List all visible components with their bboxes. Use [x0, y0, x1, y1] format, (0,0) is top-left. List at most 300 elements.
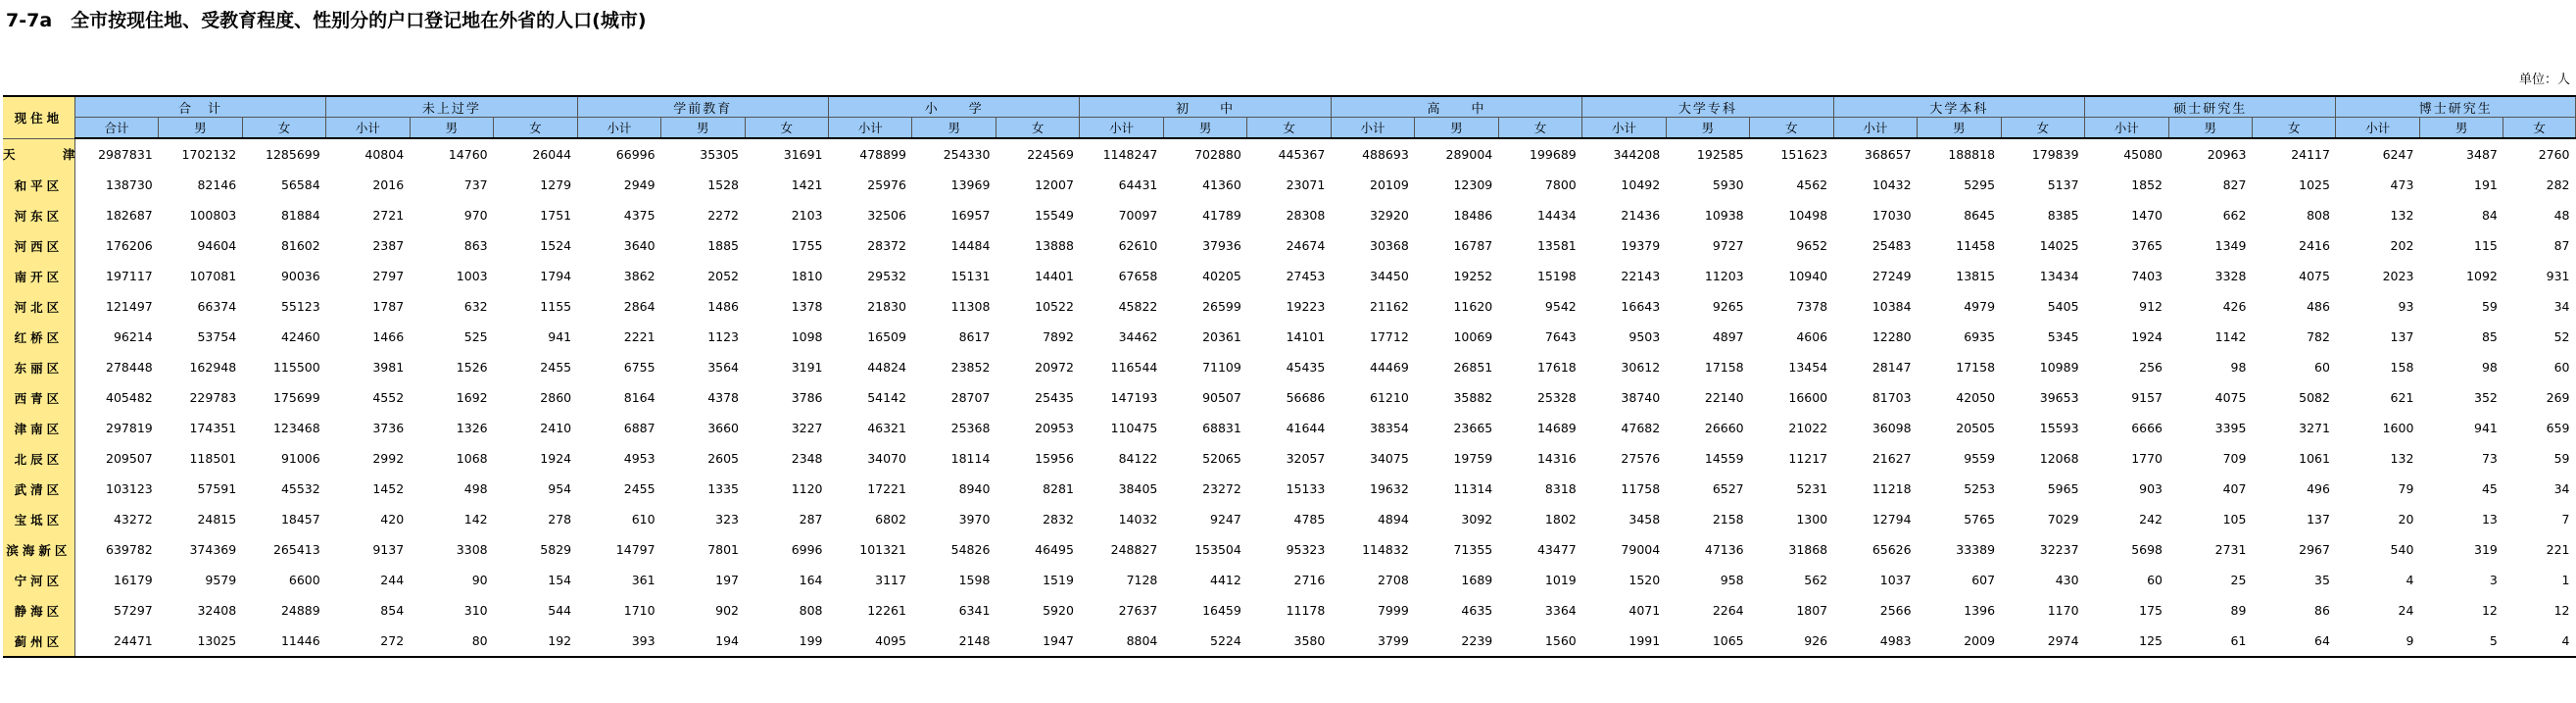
- table-cell: 544: [548, 603, 572, 618]
- table-cell: 344208: [1613, 147, 1661, 162]
- table-cell: 2731: [2214, 542, 2247, 557]
- region-name: 北辰区: [3, 443, 74, 474]
- table-cell: 110475: [1110, 421, 1158, 435]
- region-name: 津南区: [3, 413, 74, 443]
- table-cell: 94604: [197, 238, 237, 253]
- table-cell: 34070: [867, 451, 906, 466]
- table-cell: 7: [2561, 512, 2570, 527]
- table-cell: 2860: [540, 390, 572, 405]
- table-cell: 659: [2546, 421, 2570, 435]
- data-table: [3, 95, 2576, 658]
- table-cell: 11446: [242, 626, 326, 657]
- sub-header: 女: [2252, 118, 2336, 139]
- table-cell: 14484: [950, 238, 991, 253]
- table-cell: 1692: [456, 390, 488, 405]
- table-cell: 970: [463, 208, 488, 223]
- table-cell: 8617: [958, 329, 991, 344]
- table-cell: 2103: [791, 208, 823, 223]
- table-cell: 931: [2546, 269, 2570, 283]
- table-row: [3, 474, 2576, 504]
- table-cell: 941: [2474, 421, 2498, 435]
- table-cell: 62610: [1118, 238, 1158, 253]
- table-row: [3, 322, 2576, 352]
- sub-header: 小计: [1331, 118, 1414, 139]
- table-cell: 96214: [113, 329, 153, 344]
- table-cell: 1470: [2131, 208, 2163, 223]
- table-cell: 47682: [1621, 421, 1661, 435]
- group-header: 学前教育: [577, 96, 828, 118]
- table-cell: 9727: [1712, 238, 1744, 253]
- table-cell: 18114: [950, 451, 991, 466]
- table-cell: 6600: [288, 573, 320, 587]
- table-cell: 4: [2503, 626, 2576, 657]
- table-cell: 7800: [1544, 177, 1577, 192]
- table-cell: 14559: [1704, 451, 1744, 466]
- table-cell: 16179: [113, 573, 153, 587]
- table-cell: 25976: [867, 177, 906, 192]
- table-cell: 125: [2085, 626, 2168, 657]
- table-cell: 68831: [1202, 421, 1241, 435]
- sub-header: 女: [2001, 118, 2085, 139]
- table-row: [3, 200, 2576, 230]
- table-cell: 191: [2474, 177, 2498, 192]
- table-cell: 57297: [113, 603, 153, 618]
- table-cell: 1335: [707, 481, 740, 496]
- table-cell: 19252: [1453, 269, 1493, 283]
- table-cell: 31868: [1788, 542, 1828, 557]
- table-cell: 1: [2561, 573, 2570, 587]
- table-cell: 45080: [2123, 147, 2163, 162]
- table-cell: 82146: [197, 177, 237, 192]
- table-cell: 1528: [707, 177, 740, 192]
- table-cell: 52: [2553, 329, 2570, 344]
- sub-header: 女: [494, 118, 578, 139]
- table-cell: 11758: [1621, 481, 1661, 496]
- table-cell: 287: [799, 512, 823, 527]
- table-cell: 98: [2481, 360, 2498, 375]
- page-title: 7-7a 全市按现住地、受教育程度、性别分的户口登记地在外省的人口(城市): [6, 10, 647, 31]
- table-cell: 162948: [189, 360, 237, 375]
- table-cell: 24117: [2291, 147, 2330, 162]
- table-cell: 137: [2307, 512, 2330, 527]
- table-cell: 702880: [1194, 147, 1241, 162]
- table-cell: 420: [380, 512, 405, 527]
- table-cell: 1155: [540, 299, 572, 314]
- region-name: 天 津: [3, 138, 74, 170]
- table-cell: 1019: [1544, 573, 1577, 587]
- table-cell: 197117: [106, 269, 153, 283]
- table-cell: 10498: [1788, 208, 1828, 223]
- table-cell: 242: [2139, 512, 2163, 527]
- table-cell: 35: [2314, 573, 2330, 587]
- table-cell: 9559: [1964, 451, 1996, 466]
- table-cell: 1526: [456, 360, 488, 375]
- table-cell: 70097: [1118, 208, 1158, 223]
- table-cell: 98: [2230, 360, 2247, 375]
- table-cell: 32506: [867, 208, 906, 223]
- sub-header: 女: [2503, 118, 2576, 139]
- table-cell: 44469: [1370, 360, 1409, 375]
- table-cell: 2708: [1377, 573, 1409, 587]
- table-cell: 55123: [280, 299, 320, 314]
- table-cell: 827: [2222, 177, 2247, 192]
- table-cell: 282: [2546, 177, 2570, 192]
- table-cell: 473: [2390, 177, 2414, 192]
- table-cell: 42460: [280, 329, 320, 344]
- table-cell: 7403: [2131, 269, 2163, 283]
- table-cell: 224569: [1027, 147, 1074, 162]
- table-cell: 34: [2553, 481, 2570, 496]
- table-cell: 100803: [189, 208, 237, 223]
- table-cell: 11218: [1871, 481, 1912, 496]
- region-name: 东丽区: [3, 352, 74, 382]
- table-cell: 6802: [875, 512, 906, 527]
- table-cell: 1885: [707, 238, 740, 253]
- table-cell: 40804: [365, 147, 405, 162]
- table-cell: 498: [463, 481, 488, 496]
- table-cell: 4378: [707, 390, 740, 405]
- table-cell: 16459: [1202, 603, 1241, 618]
- table-cell: 1349: [2214, 238, 2247, 253]
- table-cell: 1065: [1666, 626, 1749, 657]
- table-cell: 7029: [2047, 512, 2079, 527]
- table-cell: 2967: [2299, 542, 2330, 557]
- table-cell: 1378: [791, 299, 823, 314]
- table-cell: 23071: [1286, 177, 1326, 192]
- table-cell: 1466: [372, 329, 405, 344]
- table-cell: 2148: [912, 626, 996, 657]
- table-cell: 17712: [1370, 329, 1409, 344]
- table-cell: 44824: [867, 360, 906, 375]
- table-cell: 244: [380, 573, 405, 587]
- table-cell: 61: [2168, 626, 2252, 657]
- table-cell: 926: [1750, 626, 1834, 657]
- group-header: 高 中: [1331, 96, 1581, 118]
- table-cell: 15133: [1286, 481, 1326, 496]
- table-cell: 3799: [1331, 626, 1414, 657]
- table-cell: 53754: [197, 329, 237, 344]
- table-cell: 16787: [1453, 238, 1493, 253]
- region-name: 宝坻区: [3, 504, 74, 534]
- table-cell: 10432: [1871, 177, 1912, 192]
- table-cell: 352: [2474, 390, 2498, 405]
- table-cell: 2410: [540, 421, 572, 435]
- table-cell: 4562: [1796, 177, 1828, 192]
- table-cell: 1170: [2047, 603, 2079, 618]
- table-cell: 9137: [372, 542, 405, 557]
- region-name: 河西区: [3, 230, 74, 261]
- table-row: [3, 504, 2576, 534]
- table-cell: 23272: [1202, 481, 1241, 496]
- table-cell: 610: [631, 512, 656, 527]
- table-cell: 2264: [1712, 603, 1744, 618]
- table-cell: 175699: [272, 390, 320, 405]
- table-cell: 1802: [1544, 512, 1577, 527]
- table-cell: 9542: [1544, 299, 1577, 314]
- table-cell: 10069: [1453, 329, 1493, 344]
- table-cell: 71109: [1202, 360, 1241, 375]
- table-cell: 2797: [372, 269, 405, 283]
- table-cell: 323: [715, 512, 740, 527]
- table-cell: 17158: [1704, 360, 1744, 375]
- table-cell: 42050: [1956, 390, 1996, 405]
- sub-header: 女: [1498, 118, 1582, 139]
- table-cell: 41360: [1202, 177, 1241, 192]
- sub-header: 合计: [74, 118, 158, 139]
- table-cell: 28372: [867, 238, 906, 253]
- table-row: [3, 291, 2576, 322]
- table-cell: 10522: [1035, 299, 1074, 314]
- table-cell: 64: [2252, 626, 2336, 657]
- table-cell: 5: [2419, 626, 2503, 657]
- table-cell: 31691: [783, 147, 823, 162]
- table-cell: 26599: [1202, 299, 1241, 314]
- table-cell: 7892: [1043, 329, 1074, 344]
- table-cell: 1120: [791, 481, 823, 496]
- table-cell: 47136: [1704, 542, 1744, 557]
- table-cell: 45: [2481, 481, 2498, 496]
- table-cell: 38405: [1118, 481, 1158, 496]
- table-cell: 9: [2336, 626, 2419, 657]
- region-name: 蓟州区: [3, 626, 74, 657]
- table-cell: 1770: [2131, 451, 2163, 466]
- table-cell: 153504: [1194, 542, 1241, 557]
- table-cell: 39653: [2039, 390, 2079, 405]
- table-cell: 310: [463, 603, 488, 618]
- table-cell: 2221: [623, 329, 656, 344]
- table-cell: 16509: [867, 329, 906, 344]
- table-cell: 3660: [707, 421, 740, 435]
- table-cell: 248827: [1110, 542, 1158, 557]
- table-cell: 4897: [1712, 329, 1744, 344]
- table-cell: 71355: [1453, 542, 1493, 557]
- table-cell: 11308: [950, 299, 991, 314]
- table-cell: 2052: [707, 269, 740, 283]
- table-cell: 2239: [1415, 626, 1498, 657]
- table-row: [3, 626, 2576, 657]
- table-cell: 16643: [1621, 299, 1661, 314]
- table-cell: 87: [2553, 238, 2570, 253]
- table-cell: 34450: [1370, 269, 1409, 283]
- table-cell: 182687: [106, 208, 153, 223]
- table-cell: 297819: [106, 421, 153, 435]
- table-cell: 7999: [1377, 603, 1409, 618]
- table-cell: 607: [1971, 573, 1996, 587]
- table-cell: 278: [548, 512, 572, 527]
- table-cell: 16600: [1788, 390, 1828, 405]
- table-cell: 60: [2147, 573, 2163, 587]
- table-cell: 3487: [2466, 147, 2498, 162]
- table-cell: 11178: [1286, 603, 1326, 618]
- table-cell: 91006: [280, 451, 320, 466]
- table-row: [3, 352, 2576, 382]
- table-row: [3, 261, 2576, 291]
- table-cell: 269: [2546, 390, 2570, 405]
- table-cell: 1924: [2131, 329, 2163, 344]
- table-cell: 1003: [456, 269, 488, 283]
- table-cell: 14032: [1118, 512, 1158, 527]
- table-cell: 6755: [623, 360, 656, 375]
- table-cell: 197: [715, 573, 740, 587]
- table-cell: 2605: [707, 451, 740, 466]
- table-cell: 81602: [280, 238, 320, 253]
- table-cell: 24: [2398, 603, 2414, 618]
- table-cell: 174351: [189, 421, 237, 435]
- table-cell: 32408: [197, 603, 237, 618]
- table-cell: 1751: [540, 208, 572, 223]
- table-cell: 4412: [1210, 573, 1241, 587]
- table-cell: 1807: [1796, 603, 1828, 618]
- table-cell: 138730: [106, 177, 153, 192]
- table-row: [3, 382, 2576, 413]
- table-cell: 25483: [1871, 238, 1912, 253]
- table-cell: 12309: [1453, 177, 1493, 192]
- table-cell: 79: [2398, 481, 2414, 496]
- table-cell: 3308: [456, 542, 488, 557]
- table-cell: 23665: [1453, 421, 1493, 435]
- table-cell: 361: [631, 573, 656, 587]
- table-cell: 1285699: [266, 147, 320, 162]
- table-cell: 35882: [1453, 390, 1493, 405]
- region-name: 西青区: [3, 382, 74, 413]
- table-cell: 103123: [106, 481, 153, 496]
- table-cell: 37936: [1202, 238, 1241, 253]
- table-cell: 9652: [1796, 238, 1828, 253]
- table-cell: 21436: [1621, 208, 1661, 223]
- table-cell: 27453: [1286, 269, 1326, 283]
- table-cell: 107081: [189, 269, 237, 283]
- table-cell: 14797: [615, 542, 656, 557]
- table-cell: 118501: [189, 451, 237, 466]
- table-cell: 229783: [189, 390, 237, 405]
- table-cell: 737: [463, 177, 488, 192]
- table-cell: 17158: [1956, 360, 1996, 375]
- table-cell: 1600: [2382, 421, 2414, 435]
- table-cell: 24815: [197, 512, 237, 527]
- table-cell: 8804: [1080, 626, 1163, 657]
- table-cell: 16957: [950, 208, 991, 223]
- table-cell: 18457: [280, 512, 320, 527]
- table-row: [3, 170, 2576, 200]
- table-cell: 115: [2474, 238, 2498, 253]
- table-cell: 18486: [1453, 208, 1493, 223]
- table-cell: 209507: [106, 451, 153, 466]
- sub-header: 男: [1666, 118, 1749, 139]
- table-cell: 11620: [1453, 299, 1493, 314]
- sub-header: 男: [912, 118, 996, 139]
- table-cell: 1142: [2214, 329, 2247, 344]
- table-cell: 5930: [1712, 177, 1744, 192]
- table-cell: 116544: [1110, 360, 1158, 375]
- sub-header: 男: [2419, 118, 2503, 139]
- table-cell: 19379: [1621, 238, 1661, 253]
- table-cell: 221: [2546, 542, 2570, 557]
- table-cell: 25368: [950, 421, 991, 435]
- table-cell: 86: [2314, 603, 2330, 618]
- table-cell: 194: [661, 626, 745, 657]
- sub-header: 小计: [2336, 118, 2419, 139]
- table-cell: 14316: [1536, 451, 1577, 466]
- table-cell: 4071: [1628, 603, 1661, 618]
- table-cell: 34075: [1370, 451, 1409, 466]
- table-cell: 158: [2390, 360, 2414, 375]
- table-cell: 6887: [623, 421, 656, 435]
- table-cell: 46321: [867, 421, 906, 435]
- sub-header: 男: [661, 118, 745, 139]
- region-name: 和平区: [3, 170, 74, 200]
- table-cell: 13969: [950, 177, 991, 192]
- table-cell: 1326: [456, 421, 488, 435]
- region-column-header: 现住地: [3, 96, 74, 138]
- table-cell: 632: [463, 299, 488, 314]
- table-cell: 7801: [707, 542, 740, 557]
- table-cell: 95323: [1286, 542, 1326, 557]
- table-cell: 430: [2055, 573, 2079, 587]
- table-cell: 26851: [1453, 360, 1493, 375]
- table-cell: 1092: [2466, 269, 2498, 283]
- table-cell: 93: [2398, 299, 2414, 314]
- table-cell: 79004: [1621, 542, 1661, 557]
- table-cell: 45435: [1286, 360, 1326, 375]
- table-cell: 3765: [2131, 238, 2163, 253]
- table-cell: 5137: [2047, 177, 2079, 192]
- table-cell: 9579: [205, 573, 237, 587]
- table-cell: 13: [2481, 512, 2498, 527]
- sub-header: 男: [1918, 118, 2001, 139]
- table-cell: 782: [2307, 329, 2330, 344]
- table-cell: 2949: [623, 177, 656, 192]
- table-cell: 25: [2230, 573, 2247, 587]
- table-cell: 808: [799, 603, 823, 618]
- table-cell: 289004: [1445, 147, 1493, 162]
- table-cell: 10989: [2039, 360, 2079, 375]
- table-cell: 13454: [1788, 360, 1828, 375]
- table-cell: 3117: [875, 573, 906, 587]
- table-cell: 41789: [1202, 208, 1241, 223]
- table-cell: 28147: [1871, 360, 1912, 375]
- table-cell: 912: [2139, 299, 2163, 314]
- table-cell: 20972: [1035, 360, 1074, 375]
- table-cell: 12280: [1871, 329, 1912, 344]
- table-cell: 34462: [1118, 329, 1158, 344]
- sub-header: 女: [1247, 118, 1332, 139]
- table-cell: 1560: [1498, 626, 1582, 657]
- table-cell: 3640: [623, 238, 656, 253]
- table-cell: 192585: [1696, 147, 1744, 162]
- table-cell: 14101: [1286, 329, 1326, 344]
- table-cell: 15198: [1536, 269, 1577, 283]
- table-cell: 21830: [867, 299, 906, 314]
- sub-header: 女: [242, 118, 326, 139]
- table-cell: 374369: [189, 542, 237, 557]
- table-cell: 137: [2390, 329, 2414, 344]
- table-cell: 28707: [950, 390, 991, 405]
- table-cell: 20505: [1956, 421, 1996, 435]
- table-cell: 1061: [2299, 451, 2330, 466]
- table-cell: 405482: [106, 390, 153, 405]
- table-cell: 5405: [2047, 299, 2079, 314]
- table-cell: 903: [2139, 481, 2163, 496]
- table-cell: 54142: [867, 390, 906, 405]
- table-cell: 21627: [1871, 451, 1912, 466]
- table-cell: 3862: [623, 269, 656, 283]
- table-cell: 1486: [707, 299, 740, 314]
- table-cell: 8940: [958, 481, 991, 496]
- table-cell: 639782: [106, 542, 153, 557]
- table-cell: 4894: [1377, 512, 1409, 527]
- table-cell: 3227: [791, 421, 823, 435]
- table-cell: 188818: [1948, 147, 1996, 162]
